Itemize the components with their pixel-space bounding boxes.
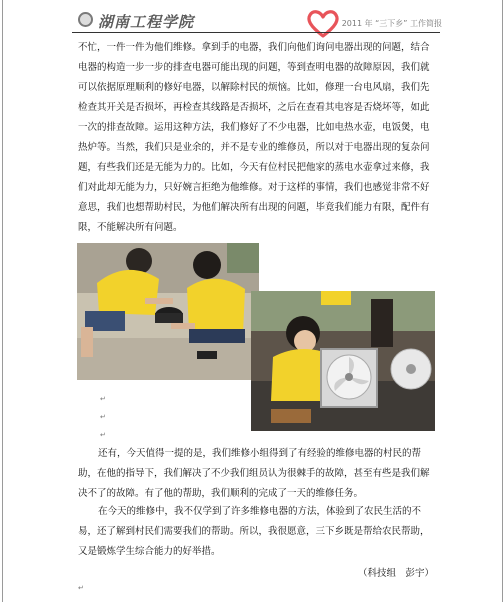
paragraph-2: 还有，今天值得一提的是，我们维修小组得到了有经验的维修电器的村民的帮助，在他的指导下，我们解决了不少我们组员认为很棘手的故障，甚至有些是我们解决不了的故障。有了他的帮助，我们顺利的完成了一天的维修任务。 [78,448,430,499]
school-logo-text: 湖南工程学院 [98,13,195,31]
photo-fan-repair-image [251,291,435,431]
paragraph-mark: ↵ [100,431,106,439]
photo-outdoor-repair-image [77,243,259,380]
school-seal-icon [78,12,93,27]
paragraph-mark: ↵ [100,395,106,403]
author-signature: （科技组 彭宇） [357,568,434,579]
photo-outdoor-repair [77,243,259,380]
paragraph-1: 不忙，一件一件为他们维修。拿到手的电器，我们向他们询问电器出现的问题，结合电器的构造一步一步的排查电器可能出现的问题，等到查明电器的故障原因，我们就可以依据原理顺利的修好电器，以解除村民的烦恼。比如，修理一台电风扇，我们先检查其开关是否损坏，再检查其线路是否损坏，之后在查看其电容是否烧坏等，如此一次的排查故障。运用这种方法，我们修好了不少电器，比如电热水壶，电饭煲，电热炉等。当然，我们只是业余的，并不是专业的维修员，所以对于电器出现的复杂问题，有些我们还是无能为力的。比如，今天有位村民把他家的蒸电水壶拿过来修，我们对此却无能为力，只好婉言拒绝为他维修。对于这样的事情，我们也感觉非常不好意思，我们也想帮助村民，为他们解决所有出现的问题，毕竟我们能力有限，配件有限，不能解决所有问题。 [78,42,430,233]
paragraph-3: 在今天的维修中，我不仅学到了许多维修电器的方法，体验到了农民生活的不易，还了解到村民们需要我们的帮助。所以，我很愿意，三下乡既是帮给农民帮助，又是锻炼学生综合能力的好举措。 [78,506,430,557]
heart-icon [306,9,340,39]
bulletin-title: 2011 年 “三下乡” 工作简报 [341,19,442,28]
page-border-right [502,0,503,602]
paragraph-mark: ↵ [100,413,106,421]
photo-fan-repair [251,291,435,431]
paragraph-mark: ↵ [78,584,84,592]
page-border-left [2,0,3,602]
page-header [70,8,442,32]
header-divider [72,32,440,33]
